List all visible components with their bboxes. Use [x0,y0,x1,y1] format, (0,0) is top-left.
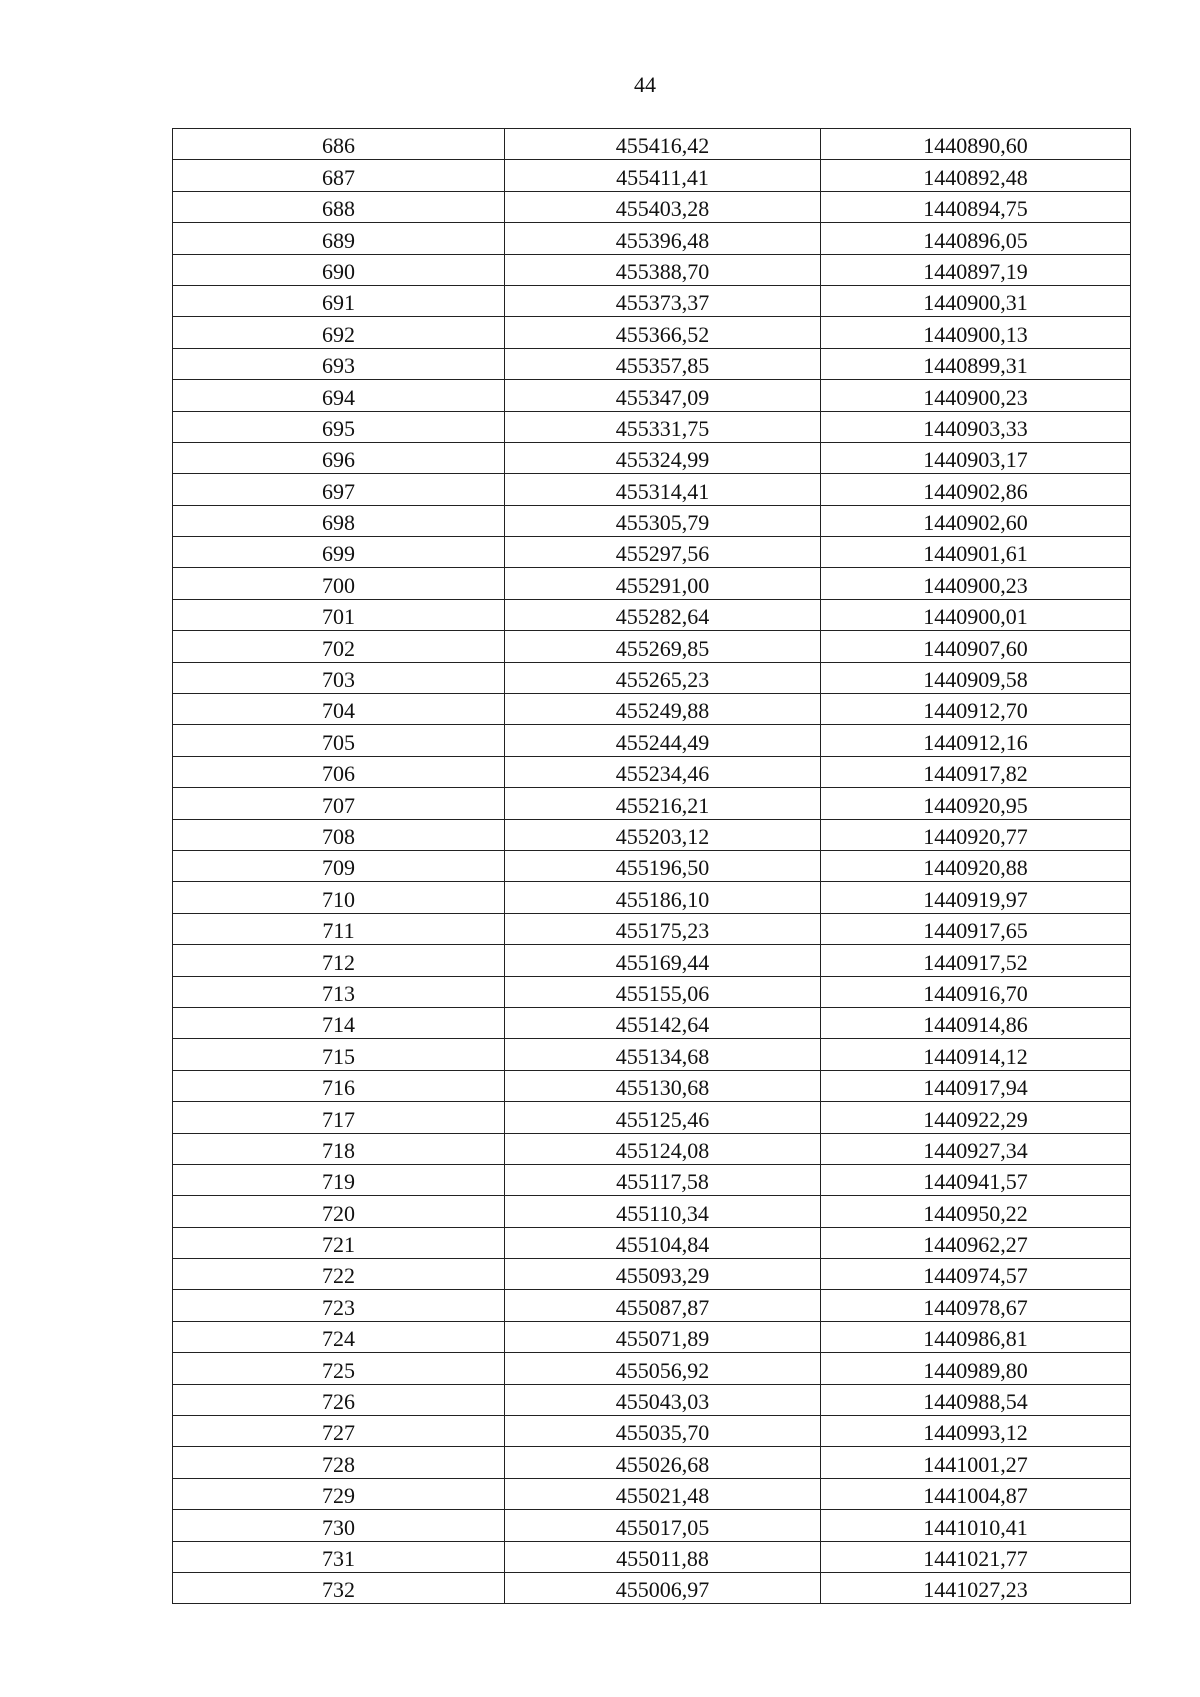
y-coordinate-cell: 1440917,65 [821,913,1131,944]
x-coordinate-cell: 455186,10 [505,882,821,913]
point-number-cell: 728 [173,1447,505,1478]
x-coordinate-cell: 455110,34 [505,1196,821,1227]
point-number-cell: 691 [173,285,505,316]
table-row [173,756,1131,787]
table-row [173,1070,1131,1101]
table-row [173,1164,1131,1195]
point-number-cell: 698 [173,505,505,536]
y-coordinate-cell: 1440890,60 [821,129,1131,160]
y-coordinate-cell: 1440927,34 [821,1133,1131,1164]
point-number-cell: 726 [173,1384,505,1415]
table-row [173,1007,1131,1038]
x-coordinate-cell: 455196,50 [505,850,821,881]
y-coordinate-cell: 1440988,54 [821,1384,1131,1415]
y-coordinate-cell: 1440903,33 [821,411,1131,442]
table-row [173,1572,1131,1603]
table-row [173,1102,1131,1133]
y-coordinate-cell: 1440941,57 [821,1164,1131,1195]
point-number-cell: 693 [173,348,505,379]
coordinates-table-body [173,129,1131,1604]
table-row [173,537,1131,568]
y-coordinate-cell: 1441021,77 [821,1541,1131,1572]
table-row [173,1510,1131,1541]
table-row [173,285,1131,316]
x-coordinate-cell: 455388,70 [505,254,821,285]
x-coordinate-cell: 455331,75 [505,411,821,442]
point-number-cell: 707 [173,788,505,819]
point-number-cell: 710 [173,882,505,913]
point-number-cell: 716 [173,1070,505,1101]
x-coordinate-cell: 455104,84 [505,1227,821,1258]
y-coordinate-cell: 1440894,75 [821,191,1131,222]
x-coordinate-cell: 455017,05 [505,1510,821,1541]
x-coordinate-cell: 455169,44 [505,945,821,976]
table-row [173,191,1131,222]
x-coordinate-cell: 455265,23 [505,662,821,693]
y-coordinate-cell: 1440914,12 [821,1039,1131,1070]
point-number-cell: 699 [173,537,505,568]
point-number-cell: 709 [173,850,505,881]
y-coordinate-cell: 1440986,81 [821,1321,1131,1352]
coordinates-table [172,128,1131,1604]
x-coordinate-cell: 455087,87 [505,1290,821,1321]
x-coordinate-cell: 455282,64 [505,599,821,630]
table-row [173,1384,1131,1415]
point-number-cell: 686 [173,129,505,160]
table-row [173,1039,1131,1070]
x-coordinate-cell: 455124,08 [505,1133,821,1164]
point-number-cell: 706 [173,756,505,787]
point-number-cell: 718 [173,1133,505,1164]
x-coordinate-cell: 455043,03 [505,1384,821,1415]
point-number-cell: 711 [173,913,505,944]
x-coordinate-cell: 455366,52 [505,317,821,348]
point-number-cell: 722 [173,1259,505,1290]
point-number-cell: 704 [173,694,505,725]
point-number-cell: 727 [173,1416,505,1447]
point-number-cell: 725 [173,1353,505,1384]
point-number-cell: 688 [173,191,505,222]
y-coordinate-cell: 1441027,23 [821,1572,1131,1603]
table-row [173,505,1131,536]
point-number-cell: 717 [173,1102,505,1133]
table-row [173,913,1131,944]
y-coordinate-cell: 1441004,87 [821,1478,1131,1509]
y-coordinate-cell: 1440974,57 [821,1259,1131,1290]
point-number-cell: 731 [173,1541,505,1572]
table-row [173,725,1131,756]
y-coordinate-cell: 1440919,97 [821,882,1131,913]
point-number-cell: 720 [173,1196,505,1227]
table-row [173,1290,1131,1321]
table-row [173,129,1131,160]
x-coordinate-cell: 455175,23 [505,913,821,944]
table-row [173,819,1131,850]
x-coordinate-cell: 455125,46 [505,1102,821,1133]
y-coordinate-cell: 1441010,41 [821,1510,1131,1541]
point-number-cell: 714 [173,1007,505,1038]
point-number-cell: 705 [173,725,505,756]
table-row [173,474,1131,505]
point-number-cell: 723 [173,1290,505,1321]
y-coordinate-cell: 1440950,22 [821,1196,1131,1227]
x-coordinate-cell: 455324,99 [505,442,821,473]
table-row [173,160,1131,191]
point-number-cell: 690 [173,254,505,285]
y-coordinate-cell: 1440917,94 [821,1070,1131,1101]
x-coordinate-cell: 455093,29 [505,1259,821,1290]
table-row [173,882,1131,913]
x-coordinate-cell: 455403,28 [505,191,821,222]
point-number-cell: 721 [173,1227,505,1258]
point-number-cell: 719 [173,1164,505,1195]
x-coordinate-cell: 455006,97 [505,1572,821,1603]
x-coordinate-cell: 455244,49 [505,725,821,756]
table-row [173,694,1131,725]
y-coordinate-cell: 1440920,88 [821,850,1131,881]
point-number-cell: 732 [173,1572,505,1603]
table-row [173,1416,1131,1447]
x-coordinate-cell: 455234,46 [505,756,821,787]
table-row [173,380,1131,411]
table-row [173,662,1131,693]
table-row [173,1353,1131,1384]
table-row [173,1541,1131,1572]
x-coordinate-cell: 455142,64 [505,1007,821,1038]
y-coordinate-cell: 1440897,19 [821,254,1131,285]
table-row [173,1447,1131,1478]
y-coordinate-cell: 1440912,70 [821,694,1131,725]
x-coordinate-cell: 455216,21 [505,788,821,819]
y-coordinate-cell: 1440900,01 [821,599,1131,630]
y-coordinate-cell: 1440900,23 [821,380,1131,411]
y-coordinate-cell: 1440899,31 [821,348,1131,379]
y-coordinate-cell: 1440903,17 [821,442,1131,473]
y-coordinate-cell: 1440907,60 [821,631,1131,662]
y-coordinate-cell: 1440920,95 [821,788,1131,819]
page-number: 44 [634,72,656,97]
x-coordinate-cell: 455249,88 [505,694,821,725]
x-coordinate-cell: 455071,89 [505,1321,821,1352]
point-number-cell: 703 [173,662,505,693]
table-row [173,442,1131,473]
x-coordinate-cell: 455021,48 [505,1478,821,1509]
point-number-cell: 702 [173,631,505,662]
x-coordinate-cell: 455155,06 [505,976,821,1007]
table-row [173,1227,1131,1258]
y-coordinate-cell: 1440912,16 [821,725,1131,756]
x-coordinate-cell: 455269,85 [505,631,821,662]
point-number-cell: 715 [173,1039,505,1070]
y-coordinate-cell: 1440900,23 [821,568,1131,599]
point-number-cell: 713 [173,976,505,1007]
point-number-cell: 692 [173,317,505,348]
x-coordinate-cell: 455134,68 [505,1039,821,1070]
x-coordinate-cell: 455056,92 [505,1353,821,1384]
y-coordinate-cell: 1440896,05 [821,223,1131,254]
y-coordinate-cell: 1440978,67 [821,1290,1131,1321]
x-coordinate-cell: 455396,48 [505,223,821,254]
table-row [173,1196,1131,1227]
x-coordinate-cell: 455011,88 [505,1541,821,1572]
table-row [173,254,1131,285]
x-coordinate-cell: 455203,12 [505,819,821,850]
y-coordinate-cell: 1440920,77 [821,819,1131,850]
table-row [173,1478,1131,1509]
y-coordinate-cell: 1440914,86 [821,1007,1131,1038]
point-number-cell: 687 [173,160,505,191]
x-coordinate-cell: 455026,68 [505,1447,821,1478]
table-row [173,976,1131,1007]
x-coordinate-cell: 455416,42 [505,129,821,160]
point-number-cell: 712 [173,945,505,976]
y-coordinate-cell: 1441001,27 [821,1447,1131,1478]
table-row [173,411,1131,442]
point-number-cell: 724 [173,1321,505,1352]
table-row [173,348,1131,379]
table-row [173,1321,1131,1352]
x-coordinate-cell: 455357,85 [505,348,821,379]
y-coordinate-cell: 1440989,80 [821,1353,1131,1384]
x-coordinate-cell: 455305,79 [505,505,821,536]
table-row [173,631,1131,662]
y-coordinate-cell: 1440901,61 [821,537,1131,568]
point-number-cell: 696 [173,442,505,473]
y-coordinate-cell: 1440962,27 [821,1227,1131,1258]
table-row [173,1133,1131,1164]
table-row [173,568,1131,599]
point-number-cell: 700 [173,568,505,599]
x-coordinate-cell: 455130,68 [505,1070,821,1101]
point-number-cell: 730 [173,1510,505,1541]
point-number-cell: 695 [173,411,505,442]
x-coordinate-cell: 455314,41 [505,474,821,505]
y-coordinate-cell: 1440916,70 [821,976,1131,1007]
y-coordinate-cell: 1440900,31 [821,285,1131,316]
table-row [173,850,1131,881]
table-row [173,223,1131,254]
y-coordinate-cell: 1440902,60 [821,505,1131,536]
y-coordinate-cell: 1440917,82 [821,756,1131,787]
point-number-cell: 697 [173,474,505,505]
y-coordinate-cell: 1440900,13 [821,317,1131,348]
y-coordinate-cell: 1440892,48 [821,160,1131,191]
x-coordinate-cell: 455035,70 [505,1416,821,1447]
table-row [173,788,1131,819]
y-coordinate-cell: 1440922,29 [821,1102,1131,1133]
point-number-cell: 694 [173,380,505,411]
x-coordinate-cell: 455373,37 [505,285,821,316]
table-row [173,599,1131,630]
y-coordinate-cell: 1440993,12 [821,1416,1131,1447]
y-coordinate-cell: 1440902,86 [821,474,1131,505]
point-number-cell: 729 [173,1478,505,1509]
y-coordinate-cell: 1440917,52 [821,945,1131,976]
point-number-cell: 701 [173,599,505,630]
x-coordinate-cell: 455117,58 [505,1164,821,1195]
x-coordinate-cell: 455347,09 [505,380,821,411]
point-number-cell: 689 [173,223,505,254]
table-row [173,1259,1131,1290]
y-coordinate-cell: 1440909,58 [821,662,1131,693]
point-number-cell: 708 [173,819,505,850]
x-coordinate-cell: 455291,00 [505,568,821,599]
x-coordinate-cell: 455297,56 [505,537,821,568]
table-row [173,317,1131,348]
table-row [173,945,1131,976]
x-coordinate-cell: 455411,41 [505,160,821,191]
